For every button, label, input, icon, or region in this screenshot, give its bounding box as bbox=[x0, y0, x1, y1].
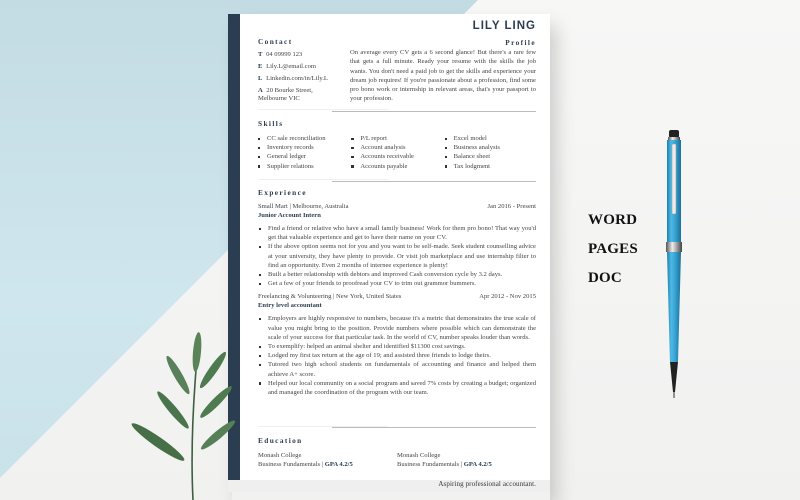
divider-faint bbox=[258, 109, 388, 110]
format-word: WORD bbox=[588, 212, 638, 228]
section-divider bbox=[332, 111, 536, 112]
skills-column bbox=[445, 134, 538, 171]
job-dates: Jan 2016 - Present bbox=[487, 203, 536, 210]
job-entry bbox=[258, 202, 536, 288]
footer-tagline: Aspiring professional accountant. bbox=[438, 480, 536, 488]
job-bullet: Find a friend or relative who have a small family business! Work for them pro bono! That way you'd get that valuable experience and get to have their name on your CV. bbox=[258, 224, 536, 242]
skill-item: General ledger bbox=[258, 152, 351, 161]
education-section bbox=[258, 436, 536, 469]
contact-title: Contact bbox=[258, 37, 293, 46]
skills-column bbox=[258, 134, 351, 171]
education-gpa: GPA 4.2/5 bbox=[324, 461, 353, 468]
skill-item: Account analysis bbox=[351, 143, 444, 152]
experience-title: Experience bbox=[258, 188, 307, 197]
job-dates: Apr 2012 - Nov 2015 bbox=[479, 293, 536, 301]
skill-item: Tax lodgment bbox=[445, 162, 538, 171]
skill-item: Balance sheet bbox=[445, 152, 538, 161]
education-entry bbox=[258, 451, 397, 469]
skill-item: Excel model bbox=[445, 134, 538, 143]
job-bullet: If the above option seems not for you and you want to be self-made. Seek student counselling advice at your university, they have plenty to provide. Or visit job marketplace and use internship filter to find an opportunity. Even 2 months of internee experience is plenty! bbox=[258, 242, 536, 270]
resume-page bbox=[228, 14, 550, 480]
format-pages: PAGES bbox=[588, 241, 638, 257]
education-course: Business Fundamentals | bbox=[258, 461, 324, 468]
skills-section bbox=[258, 119, 538, 171]
education-course: Business Fundamentals | bbox=[397, 461, 463, 468]
skill-item: P/L report bbox=[351, 134, 444, 143]
skill-item: CC sale reconciliation bbox=[258, 134, 351, 143]
job-company: Small Mart | Melbourne, Australia bbox=[258, 203, 349, 210]
plant-icon bbox=[118, 330, 248, 500]
profile-title: Profile bbox=[505, 38, 536, 47]
contact-address: A 20 Bourke Street, Melbourne VIC bbox=[258, 87, 313, 102]
format-doc: DOC bbox=[588, 270, 622, 286]
divider-faint bbox=[258, 179, 388, 180]
contact-section bbox=[258, 38, 358, 107]
contact-phone: T 04 09999 123 bbox=[258, 51, 303, 58]
profile-text: On average every CV gets a 6 second glance! But there's a rare few that gets a full minute. Ready your resume with the skills the job wants. You don't need a paid job to get the skills and experience your dream job requires! If you're passionate about a profession, find some pro bono work or internship in relevant areas, that's your passport to your profession. bbox=[350, 49, 536, 103]
experience-section bbox=[258, 188, 536, 397]
job-bullet: Get a few of your friends to proofread your CV to trim out grammor bummers. bbox=[258, 279, 536, 288]
skill-item: Accounts payable bbox=[351, 162, 444, 171]
skills-column bbox=[351, 134, 444, 171]
education-entry bbox=[397, 451, 536, 469]
job-bullet: Employers are highly responsive to numbers, because it's a metric that demonstrates the true scale of value you might bring to the position. Provide numbers where possible which can demonstrate the scale of your success for that particular task. In the world of CV, number speaks louder than words. bbox=[258, 314, 536, 342]
job-role: Entry level accountant bbox=[258, 302, 322, 310]
profile-section bbox=[350, 38, 536, 103]
skill-item: Accounts receivable bbox=[351, 152, 444, 161]
skills-title: Skills bbox=[258, 119, 284, 128]
section-divider bbox=[332, 181, 536, 182]
education-school: Monash College bbox=[397, 452, 441, 459]
education-school: Monash College bbox=[258, 452, 302, 459]
skill-item: Inventory records bbox=[258, 143, 351, 152]
pen-icon bbox=[662, 130, 686, 400]
format-list bbox=[588, 212, 638, 299]
resume-name: LILY LING bbox=[472, 20, 536, 32]
job-bullet: Helped our local community on a social program and saved 7% costs by creating a budget; organized and managed the coordination of the program with our team. bbox=[258, 379, 536, 397]
contact-email: E Lily.L@email.com bbox=[258, 63, 317, 70]
resume-footer bbox=[228, 480, 550, 492]
job-role: Junior Account Intern bbox=[258, 212, 321, 219]
job-bullet: Built a better relationship with debtors and improved Cash conversion cycle by 3.2 days. bbox=[258, 270, 536, 279]
section-divider bbox=[332, 427, 536, 428]
education-gpa: GPA 4.2/5 bbox=[463, 461, 492, 468]
job-entry bbox=[258, 292, 536, 397]
education-title: Education bbox=[258, 436, 303, 445]
contact-linkedin: L Linkedin.com/in/Lily.L bbox=[258, 75, 328, 82]
job-bullet: Lodged my first tax return at the age of 19; and assisted three friends to lodge theirs. bbox=[258, 351, 536, 360]
job-bullet: Tutored two high school students on fundamentals of accounting and finance and helped them achieve A+ score. bbox=[258, 360, 536, 378]
job-bullet: To exemplify: helped an animal shelter and identified $11300 cost savings. bbox=[258, 342, 536, 351]
skill-item: Supplier relations bbox=[258, 162, 351, 171]
skill-item: Business analysis bbox=[445, 143, 538, 152]
job-company: Freelancing & Volunteering | New York, United States bbox=[258, 293, 402, 301]
